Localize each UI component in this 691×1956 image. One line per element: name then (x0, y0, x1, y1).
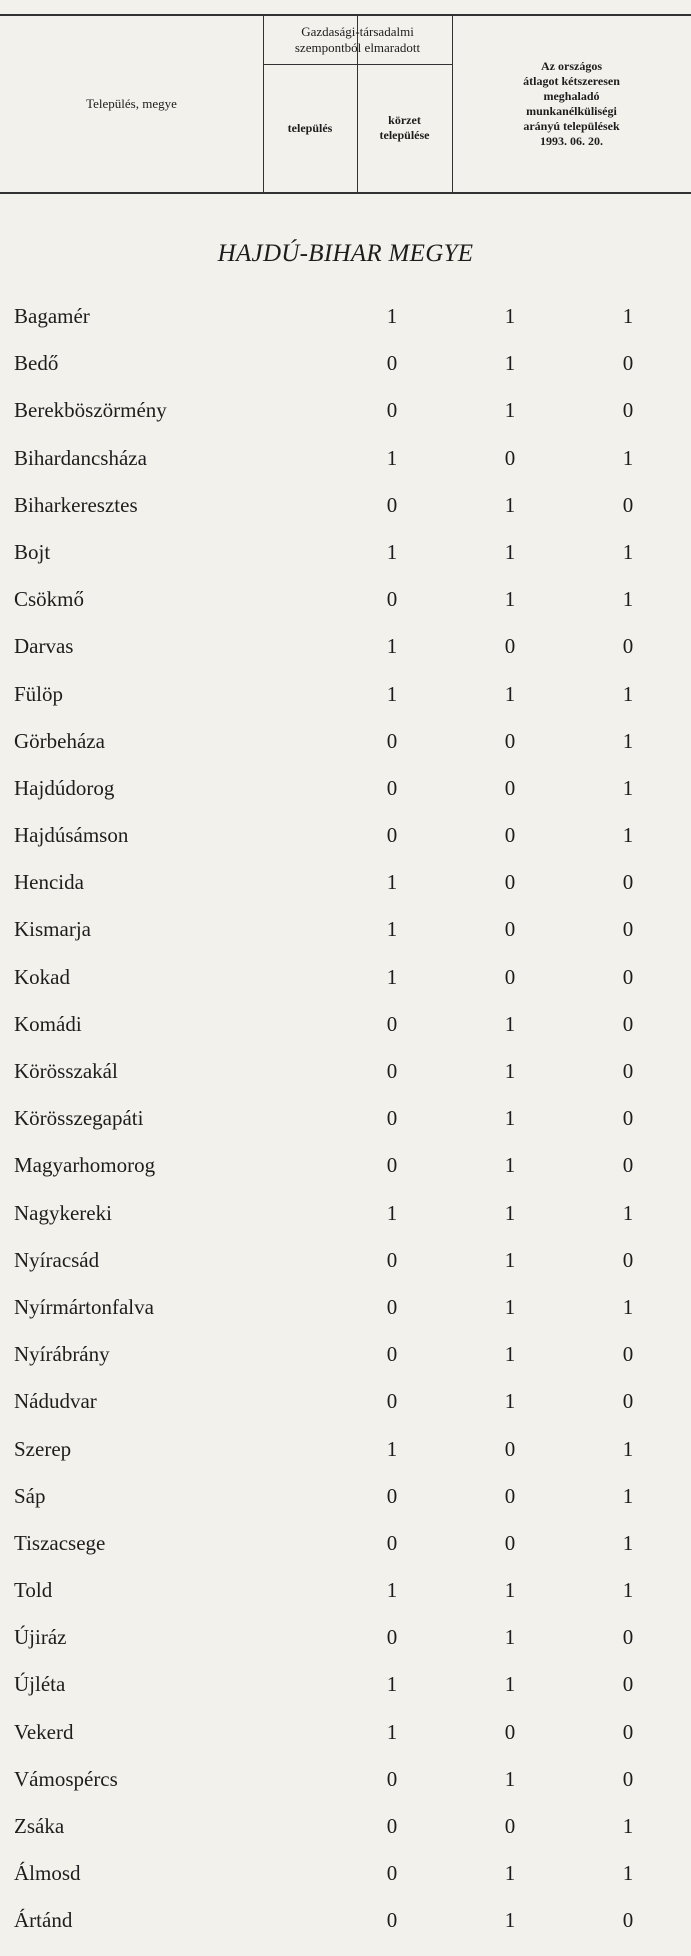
unemployment-flag: 1 (622, 1861, 634, 1886)
unemployment-flag: 0 (622, 1153, 634, 1178)
settlement-flag: 0 (386, 775, 398, 800)
table-row (0, 1767, 691, 1814)
settlement-name: Nyíracsád (14, 1247, 100, 1272)
unemployment-flag: 1 (622, 304, 634, 328)
settlement-flag: 0 (386, 1247, 398, 1272)
settlement-flag: 1 (386, 1578, 398, 1603)
settlement-name: Hajdúsámson (14, 823, 129, 848)
table-row (0, 965, 691, 1012)
settlement-name: Nádudvar (14, 1389, 97, 1414)
table-row (0, 1248, 691, 1295)
settlement-name: Berekböszörmény (14, 398, 167, 423)
unemployment-flag: 0 (622, 964, 634, 989)
district-flag: 1 (504, 539, 516, 564)
unemployment-flag: 1 (622, 1200, 634, 1225)
settlement-flag: 0 (386, 1814, 398, 1838)
table-row (0, 1295, 691, 1342)
unemployment-flag: 1 (622, 1814, 634, 1838)
district-flag: 0 (504, 964, 516, 989)
table-row (0, 1106, 691, 1153)
table-row (0, 870, 691, 917)
settlement-flag: 0 (386, 492, 398, 517)
unemployment-flag: 0 (622, 634, 634, 659)
table-row (0, 776, 691, 823)
district-flag: 1 (504, 1106, 516, 1131)
unemployment-flag: 0 (622, 1389, 634, 1414)
settlement-name: Újléta (14, 1672, 66, 1697)
table-row (0, 1201, 691, 1248)
settlement-name: Újiráz (14, 1625, 67, 1650)
settlement-name: Körösszegapáti (14, 1106, 144, 1131)
settlement-flag: 0 (386, 1106, 398, 1131)
county-title: HAJDÚ-BIHAR MEGYE (217, 240, 474, 267)
table-row (0, 304, 691, 351)
settlement-flag: 0 (386, 1908, 398, 1933)
unemployment-flag: 0 (622, 492, 634, 517)
district-flag: 1 (504, 1342, 516, 1367)
district-flag: 0 (504, 917, 516, 942)
unemployment-flag: 0 (622, 1247, 634, 1272)
settlement-flag: 0 (386, 728, 398, 753)
unemployment-flag: 1 (622, 681, 634, 706)
settlement-flag: 0 (386, 1059, 398, 1083)
district-flag: 1 (504, 1908, 516, 1933)
unemployment-flag: 1 (622, 823, 634, 848)
district-flag: 1 (504, 304, 516, 328)
district-flag: 1 (504, 1059, 516, 1083)
table-row (0, 1153, 691, 1200)
settlement-flag: 0 (386, 1389, 398, 1414)
unemployment-flag: 0 (622, 351, 634, 376)
settlement-name: Bojt (14, 539, 51, 564)
district-flag: 1 (504, 1294, 516, 1319)
settlement-flag: 1 (386, 445, 398, 470)
settlement-name: Magyarhomorog (14, 1153, 156, 1178)
table-row (0, 1814, 691, 1861)
settlement-name: Biharkeresztes (14, 492, 138, 517)
unemployment-flag: 1 (622, 1294, 634, 1319)
settlement-name: Darvas (14, 634, 74, 659)
district-flag: 1 (504, 1153, 516, 1178)
district-flag: 0 (504, 1530, 516, 1555)
unemployment-flag: 0 (622, 1011, 634, 1036)
settlement-name: Kokad (14, 964, 70, 989)
settlement-flag: 1 (386, 681, 398, 706)
settlement-name: Zsáka (14, 1814, 65, 1838)
table-row (0, 1342, 691, 1389)
table-row (0, 1484, 691, 1531)
district-flag: 1 (504, 681, 516, 706)
settlement-flag: 0 (386, 1861, 398, 1886)
settlement-name: Bihardancsháza (14, 445, 147, 470)
district-flag: 1 (504, 1200, 516, 1225)
district-flag: 1 (504, 1861, 516, 1886)
table-row (0, 1531, 691, 1578)
district-flag: 1 (504, 587, 516, 612)
district-flag: 0 (504, 1814, 516, 1838)
district-flag: 1 (504, 1389, 516, 1414)
settlement-flag: 0 (386, 351, 398, 376)
unemployment-flag: 1 (622, 1530, 634, 1555)
unemployment-flag: 1 (622, 1578, 634, 1603)
settlement-name: Hajdúdorog (14, 775, 115, 800)
settlement-flag: 0 (386, 1530, 398, 1555)
settlement-flag: 1 (386, 964, 398, 989)
district-flag: 1 (504, 492, 516, 517)
table-row (0, 823, 691, 870)
settlement-flag: 0 (386, 587, 398, 612)
district-flag: 0 (504, 1719, 516, 1744)
settlement-name: Told (14, 1578, 53, 1603)
settlement-name: Ártánd (14, 1908, 73, 1933)
table-row (0, 917, 691, 964)
unemployment-flag: 0 (622, 917, 634, 942)
settlement-flag: 1 (386, 1719, 398, 1744)
settlement-name: Sáp (14, 1483, 46, 1508)
unemployment-flag: 0 (622, 1625, 634, 1650)
settlement-name: Komádi (14, 1011, 82, 1036)
table-header (0, 14, 691, 194)
settlement-name: Szerep (14, 1436, 72, 1461)
unemployment-flag: 0 (622, 1342, 634, 1367)
table-row (0, 1861, 691, 1908)
unemployment-flag: 1 (622, 1436, 634, 1461)
table-row (0, 1389, 691, 1436)
settlement-flag: 0 (386, 1766, 398, 1791)
district-flag: 0 (504, 1483, 516, 1508)
settlement-flag: 1 (386, 870, 398, 895)
settlement-name: Görbeháza (14, 728, 105, 753)
settlement-name: Fülöp (14, 681, 64, 706)
settlement-flag: 1 (386, 1672, 398, 1697)
district-flag: 0 (504, 823, 516, 848)
settlement-flag: 1 (386, 1436, 398, 1461)
settlement-flag: 0 (386, 1294, 398, 1319)
unemployment-flag: 1 (622, 445, 634, 470)
district-flag: 1 (504, 398, 516, 423)
district-flag: 0 (504, 634, 516, 659)
district-flag: 1 (504, 1578, 516, 1603)
district-flag: 1 (504, 1247, 516, 1272)
settlement-name: Vekerd (14, 1719, 74, 1744)
settlement-flag: 0 (386, 1625, 398, 1650)
settlement-name: Nyírmártonfalva (14, 1294, 154, 1319)
table-row (0, 1672, 691, 1719)
table-row (0, 634, 691, 681)
settlement-flag: 0 (386, 1011, 398, 1036)
col-double-unemployment-header: Az országos átlagot kétszeresen meghaladó munkanélküliségi arányú települések 1993. 06. 20. (523, 59, 620, 148)
table-row (0, 1578, 691, 1625)
table-row (0, 682, 691, 729)
district-flag: 1 (504, 1011, 516, 1036)
table-row (0, 587, 691, 634)
settlement-name: Nyírábrány (14, 1342, 110, 1367)
settlement-name: Vámospércs (14, 1766, 118, 1791)
settlement-name: Álmosd (14, 1861, 81, 1886)
settlement-flag: 1 (386, 634, 398, 659)
district-flag: 0 (504, 1436, 516, 1461)
col-settlement-header: Település, megye (86, 95, 177, 111)
table-row (0, 1012, 691, 1059)
unemployment-flag: 0 (622, 398, 634, 423)
unemployment-flag: 1 (622, 1483, 634, 1508)
unemployment-flag: 0 (622, 870, 634, 895)
table-row (0, 1059, 691, 1106)
settlement-flag: 1 (386, 304, 398, 328)
table-row (0, 446, 691, 493)
settlement-name: Bagamér (14, 304, 90, 328)
table-row (0, 493, 691, 540)
settlement-flag: 0 (386, 1483, 398, 1508)
unemployment-flag: 1 (622, 539, 634, 564)
unemployment-flag: 0 (622, 1059, 634, 1083)
settlement-flag: 1 (386, 1200, 398, 1225)
settlement-name: Tiszacsege (14, 1530, 106, 1555)
unemployment-flag: 0 (622, 1106, 634, 1131)
district-flag: 0 (504, 728, 516, 753)
table-row (0, 351, 691, 398)
table-row (0, 1625, 691, 1672)
unemployment-flag: 1 (622, 775, 634, 800)
settlement-name: Bedő (14, 351, 59, 376)
settlement-name: Csökmő (14, 587, 85, 612)
district-flag: 0 (504, 445, 516, 470)
settlement-flag: 0 (386, 823, 398, 848)
settlement-name: Hencida (14, 870, 84, 895)
table-row (0, 540, 691, 587)
settlement-name: Körösszakál (14, 1059, 118, 1083)
district-flag: 1 (504, 1672, 516, 1697)
unemployment-flag: 0 (622, 1719, 634, 1744)
table-row (0, 398, 691, 445)
unemployment-flag: 0 (622, 1672, 634, 1697)
district-flag: 1 (504, 1625, 516, 1650)
table-row (0, 1437, 691, 1484)
table-row (0, 1720, 691, 1767)
district-flag: 0 (504, 775, 516, 800)
district-flag: 1 (504, 351, 516, 376)
settlement-name: Kismarja (14, 917, 91, 942)
col-settlement-sub-header: település (287, 120, 333, 135)
settlement-flag: 0 (386, 1342, 398, 1367)
settlement-flag: 1 (386, 917, 398, 942)
unemployment-flag: 0 (622, 1908, 634, 1933)
unemployment-flag: 0 (622, 1766, 634, 1791)
table-row (0, 729, 691, 776)
table-row (0, 1908, 691, 1955)
unemployment-flag: 1 (622, 587, 634, 612)
settlement-list (0, 304, 691, 1956)
district-flag: 0 (504, 870, 516, 895)
district-flag: 1 (504, 1766, 516, 1791)
settlement-flag: 0 (386, 398, 398, 423)
col-group-header: Gazdasági-társadalmi szempontból elmaradott (294, 23, 421, 55)
settlement-flag: 0 (386, 1153, 398, 1178)
col-district-sub-header: körzet települése (379, 113, 430, 142)
unemployment-flag: 1 (622, 728, 634, 753)
settlement-flag: 1 (386, 539, 398, 564)
settlement-name: Nagykereki (14, 1200, 112, 1225)
